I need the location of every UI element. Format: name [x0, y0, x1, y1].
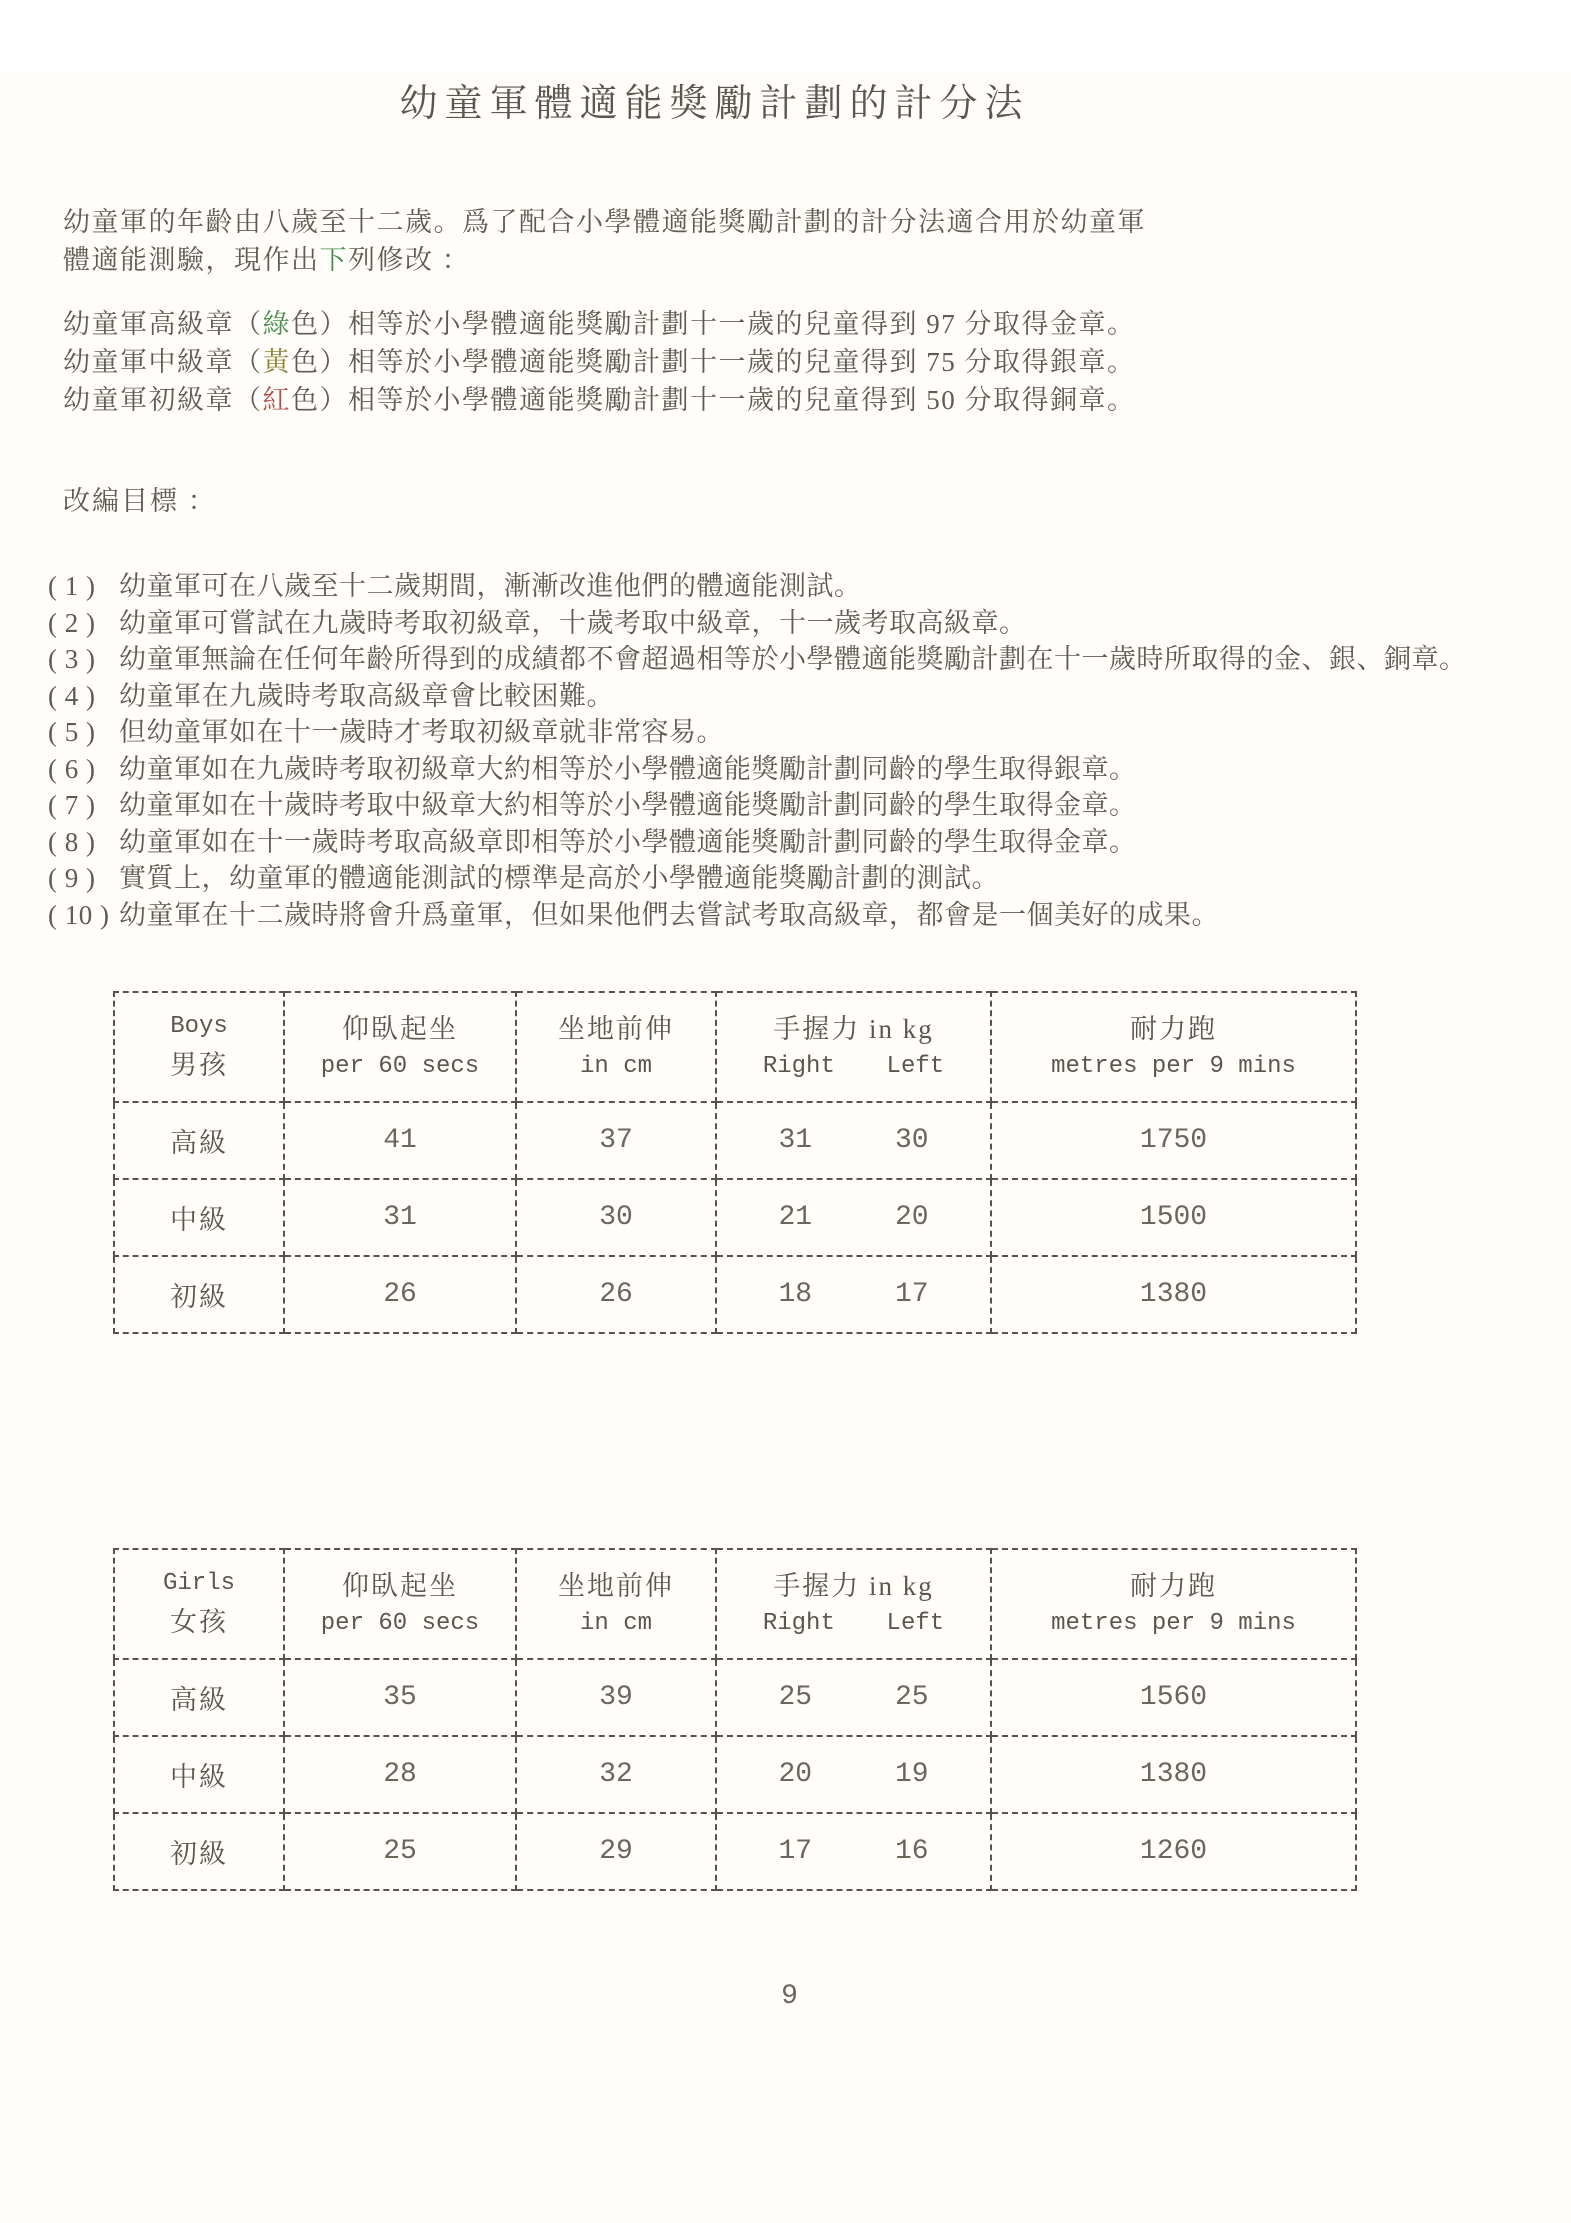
goal-item-9 — [48, 860, 1516, 897]
grip-header-cell — [716, 1549, 991, 1659]
grip-values — [717, 1759, 990, 1790]
situps-value-cell: 28 — [284, 1736, 516, 1813]
goal-number: ( 2 ) — [48, 607, 96, 638]
run-value-cell: 1500 — [991, 1179, 1356, 1256]
badge-color-char-red: 紅 — [262, 385, 291, 415]
goal-text: 幼童軍在十二歲時將會升爲童軍，但如果他們去嘗試考取高級章，都會是一個美好的成果。 — [119, 899, 1219, 930]
grip-sublabels — [717, 1049, 990, 1085]
level-cell: 中級 — [114, 1179, 284, 1256]
sit-reach-label-en: in cm — [579, 1053, 652, 1080]
reach-value-cell: 39 — [516, 1659, 716, 1736]
run-label-zh: 耐力跑 — [1130, 1014, 1217, 1044]
goal-number: ( 9 ) — [48, 863, 96, 893]
boys-row-junior — [114, 1256, 1356, 1333]
grip-value-cell — [716, 1659, 991, 1736]
badge-color-char-green: 綠 — [262, 309, 291, 339]
group-label-en: Boys — [170, 1013, 228, 1040]
goal-item-5 — [48, 714, 1516, 751]
grip-right-value: 21 — [778, 1202, 813, 1233]
goal-item-1 — [48, 568, 1516, 605]
boys-row-senior — [114, 1102, 1356, 1179]
level-cell: 初級 — [114, 1256, 284, 1333]
run-value-cell: 1750 — [991, 1102, 1356, 1179]
reach-value-cell: 37 — [516, 1102, 716, 1179]
boys-score-table — [113, 991, 1357, 1334]
level-cell: 高級 — [114, 1659, 284, 1736]
sit-reach-header-cell — [516, 1549, 716, 1659]
grip-right-value: 31 — [778, 1125, 813, 1156]
goal-number: ( 10 ) — [48, 899, 110, 930]
goal-number: ( 7 ) — [48, 790, 96, 820]
grip-left-value: 20 — [894, 1202, 929, 1233]
grip-sublabels — [717, 1606, 990, 1642]
grip-right-value: 17 — [778, 1836, 813, 1867]
girls-row-senior — [114, 1659, 1356, 1736]
run-value-cell: 1380 — [991, 1736, 1356, 1813]
grip-left-value: 19 — [894, 1759, 929, 1790]
boys-group-header-cell — [114, 992, 284, 1102]
badge-line-prefix: 幼童軍初級章（ — [63, 385, 263, 415]
group-label-en: Girls — [162, 1570, 235, 1597]
endurance-run-header-cell — [991, 992, 1356, 1102]
grip-right-value: 20 — [778, 1759, 813, 1790]
goal-item-10 — [48, 897, 1516, 934]
goals-heading: 改編目標 ： — [63, 486, 217, 516]
intro-paragraph — [63, 203, 1516, 279]
sit-reach-header-cell — [516, 992, 716, 1102]
grip-right-label: Right — [762, 1053, 835, 1080]
grip-left-label: Left — [886, 1610, 945, 1637]
boys-row-intermediate — [114, 1179, 1356, 1256]
goals-list — [48, 568, 1516, 933]
goal-text: 幼童軍如在十歲時考取中級章大約相等於小學體適能獎勵計劃同齡的學生取得金章。 — [119, 790, 1137, 820]
girls-table-header-row — [114, 1549, 1356, 1659]
situps-label-en: per 60 secs — [320, 1610, 480, 1637]
goal-item-8 — [48, 824, 1516, 861]
situps-value-cell: 26 — [284, 1256, 516, 1333]
grip-values — [717, 1682, 990, 1713]
sit-reach-label-en: in cm — [579, 1610, 652, 1637]
badge-equivalence-lines — [63, 305, 1516, 419]
situps-header-cell — [284, 992, 516, 1102]
grip-label-zh: 手握力 in kg — [773, 1571, 934, 1601]
girls-row-intermediate — [114, 1736, 1356, 1813]
run-label-zh: 耐力跑 — [1130, 1571, 1217, 1601]
goal-item-7 — [48, 787, 1516, 824]
run-label-en: metres per 9 mins — [1051, 1610, 1296, 1637]
level-cell: 高級 — [114, 1102, 284, 1179]
run-value-cell: 1560 — [991, 1659, 1356, 1736]
girls-row-junior — [114, 1813, 1356, 1890]
boys-table-header-row — [114, 992, 1356, 1102]
grip-value-cell — [716, 1179, 991, 1256]
grip-value-cell — [716, 1813, 991, 1890]
goal-text: 幼童軍可嘗試在九歲時考取初級章，十歲考取中級章，十一歲考取高級章。 — [119, 607, 1027, 638]
goal-text: 幼童軍如在九歲時考取初級章大約相等於小學體適能獎勵計劃同齡的學生取得銀章。 — [119, 753, 1137, 784]
badge-line-junior — [63, 381, 1516, 419]
goal-number: ( 3 ) — [48, 644, 96, 674]
level-cell: 初級 — [114, 1813, 284, 1890]
grip-left-value: 16 — [894, 1836, 929, 1867]
reach-value-cell: 29 — [516, 1813, 716, 1890]
grip-right-value: 18 — [778, 1279, 813, 1310]
run-label-en: metres per 9 mins — [1051, 1053, 1296, 1080]
goal-number: ( 8 ) — [48, 826, 96, 857]
group-label-zh: 男孩 — [170, 1050, 228, 1080]
goal-text: 幼童軍在九歲時考取高級章會比較困難。 — [119, 680, 614, 711]
goal-item-2 — [48, 605, 1516, 642]
badge-line-suffix: 色）相等於小學體適能獎勵計劃十一歲的兒童得到 97 分取得金章。 — [291, 309, 1136, 339]
goal-item-3 — [48, 641, 1516, 678]
grip-value-cell — [716, 1102, 991, 1179]
intro-line-1: 幼童軍的年齡由八歲至十二歲。爲了配合小學體適能獎勵計劃的計分法適合用於幼童軍 — [63, 207, 1146, 237]
goal-number: ( 6 ) — [48, 753, 96, 784]
run-value-cell: 1380 — [991, 1256, 1356, 1333]
badge-line-prefix: 幼童軍高級章（ — [63, 309, 263, 339]
badge-line-intermediate — [63, 343, 1516, 381]
badge-line-suffix: 色）相等於小學體適能獎勵計劃十一歲的兒童得到 50 分取得銅章。 — [291, 385, 1136, 415]
situps-header-cell — [284, 1549, 516, 1659]
group-label-zh: 女孩 — [170, 1607, 228, 1637]
grip-left-value: 30 — [894, 1125, 929, 1156]
badge-line-prefix: 幼童軍中級章（ — [63, 347, 263, 377]
situps-value-cell: 31 — [284, 1179, 516, 1256]
reach-value-cell: 32 — [516, 1736, 716, 1813]
endurance-run-header-cell — [991, 1549, 1356, 1659]
goal-item-4 — [48, 678, 1516, 715]
grip-value-cell — [716, 1736, 991, 1813]
grip-label-zh: 手握力 in kg — [773, 1014, 934, 1044]
goal-text: 實質上，幼童軍的體適能測試的標準是高於小學體適能獎勵計劃的測試。 — [119, 863, 999, 893]
goal-number: ( 5 ) — [48, 717, 96, 747]
girls-score-table — [113, 1548, 1357, 1891]
situps-value-cell: 25 — [284, 1813, 516, 1890]
intro-line-2-prefix: 體適能測驗，現作出 — [63, 245, 320, 275]
girls-group-header-cell — [114, 1549, 284, 1659]
reach-value-cell: 30 — [516, 1179, 716, 1256]
grip-left-value: 17 — [894, 1279, 929, 1310]
goal-item-6 — [48, 751, 1516, 788]
grip-header-cell — [716, 992, 991, 1102]
grip-right-value: 25 — [778, 1682, 813, 1713]
goal-text: 但幼童軍如在十一歲時才考取初級章就非常容易。 — [119, 717, 724, 747]
intro-line-2-green-char: 下 — [319, 245, 348, 275]
situps-value-cell: 35 — [284, 1659, 516, 1736]
grip-right-label: Right — [762, 1610, 835, 1637]
badge-line-senior — [63, 305, 1516, 343]
doc-title: 幼童軍體適能獎勵計劃的計分法 — [399, 83, 1030, 125]
grip-left-value: 25 — [894, 1682, 929, 1713]
badge-color-char-yellow: 黃 — [262, 347, 291, 377]
grip-values — [717, 1279, 990, 1310]
situps-label-zh: 仰臥起坐 — [342, 1014, 458, 1044]
intro-line-2-suffix: 列修改 ： — [348, 245, 471, 275]
situps-label-zh: 仰臥起坐 — [342, 1571, 458, 1601]
goal-text: 幼童軍如在十一歲時考取高級章即相等於小學體適能獎勵計劃同齡的學生取得金章。 — [119, 826, 1137, 857]
grip-value-cell — [716, 1256, 991, 1333]
sit-reach-label-zh: 坐地前伸 — [558, 1014, 674, 1044]
badge-line-suffix: 色）相等於小學體適能獎勵計劃十一歲的兒童得到 75 分取得銀章。 — [291, 347, 1136, 377]
situps-label-en: per 60 secs — [320, 1053, 480, 1080]
grip-values — [717, 1836, 990, 1867]
goal-text: 幼童軍無論在任何年齡所得到的成績都不會超過相等於小學體適能獎勵計劃在十一歲時所取得的金、銀、銅章。 — [119, 644, 1467, 674]
level-cell: 中級 — [114, 1736, 284, 1813]
goal-number: ( 4 ) — [48, 680, 96, 711]
grip-values — [717, 1202, 990, 1233]
grip-left-label: Left — [886, 1053, 945, 1080]
sit-reach-label-zh: 坐地前伸 — [558, 1571, 674, 1601]
reach-value-cell: 26 — [516, 1256, 716, 1333]
run-value-cell: 1260 — [991, 1813, 1356, 1890]
intro-line-2 — [63, 241, 1516, 279]
situps-value-cell: 41 — [284, 1102, 516, 1179]
goal-number: ( 1 ) — [48, 571, 96, 601]
page-number: 9 — [781, 1981, 798, 2012]
grip-values — [717, 1125, 990, 1156]
goal-text: 幼童軍可在八歲至十二歲期間，漸漸改進他們的體適能測試。 — [119, 571, 862, 601]
scanned-document-page — [0, 72, 1571, 2223]
